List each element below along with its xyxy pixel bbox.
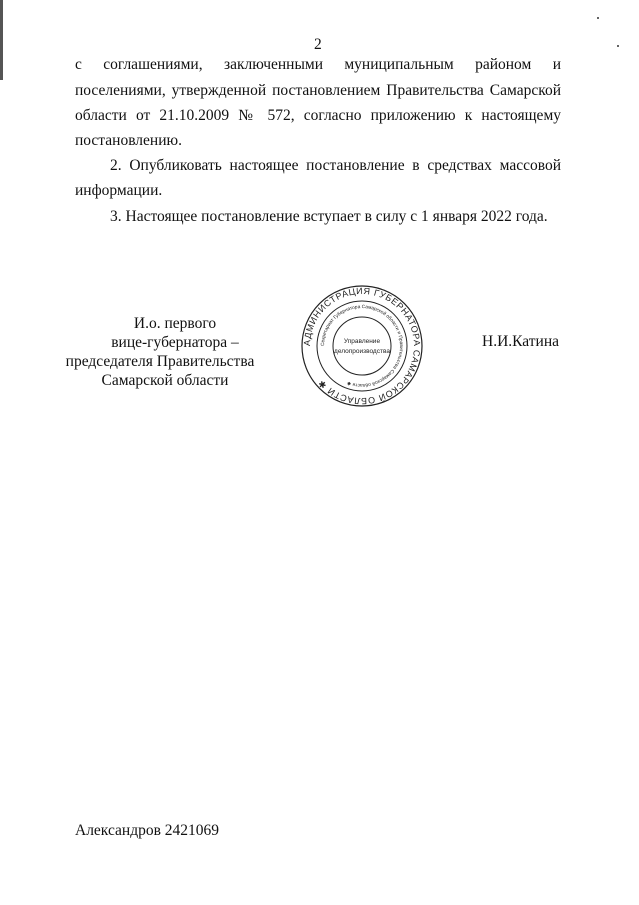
body-line: поселениями, утвержденной постановлением Правительства Самарской bbox=[75, 82, 561, 99]
svg-text:АДМИНИСТРАЦИЯ ГУБЕРНАТОРА САМА: АДМИНИСТРАЦИЯ ГУБЕРНАТОРА САМАРСКОЙ ОБЛАСТИ ✱ bbox=[301, 285, 423, 407]
scan-speck bbox=[617, 45, 619, 47]
signatory-title-line: Самарской области bbox=[101, 372, 229, 389]
page-number: 2 bbox=[314, 36, 322, 53]
signatory-title-line: вице-губернатора – bbox=[111, 334, 239, 351]
signatory-title bbox=[50, 314, 270, 390]
svg-text:делопроизводства: делопроизводства bbox=[334, 348, 390, 355]
scan-speck bbox=[597, 17, 599, 19]
svg-text:Управление: Управление bbox=[343, 338, 381, 345]
body-line: области от 21.10.2009 № 572, согласно приложению к настоящему bbox=[75, 107, 561, 124]
official-stamp bbox=[300, 284, 424, 408]
item-2-line: информации. bbox=[75, 182, 163, 199]
footer-executor: Александров 2421069 bbox=[75, 822, 220, 839]
item-2-line: 2. Опубликовать настоящее постановление в средствах массовой bbox=[110, 157, 561, 174]
body-line: постановлению. bbox=[75, 132, 182, 149]
signatory-title-line: И.о. первого bbox=[133, 315, 217, 332]
signatory-name: Н.И.Катина bbox=[482, 333, 559, 350]
item-3: 3. Настоящее постановление вступает в силу с 1 января 2022 года. bbox=[110, 208, 548, 225]
scan-edge bbox=[0, 0, 3, 80]
svg-text:Секретариат Губернатора Самарс: Секретариат Губернатора Самарской области и Правительства Самарской области ✱ bbox=[320, 304, 404, 388]
body-line: с соглашениями, заключенными муниципальным районом и bbox=[75, 56, 561, 73]
signatory-title-line: председателя Правительства bbox=[65, 353, 255, 370]
